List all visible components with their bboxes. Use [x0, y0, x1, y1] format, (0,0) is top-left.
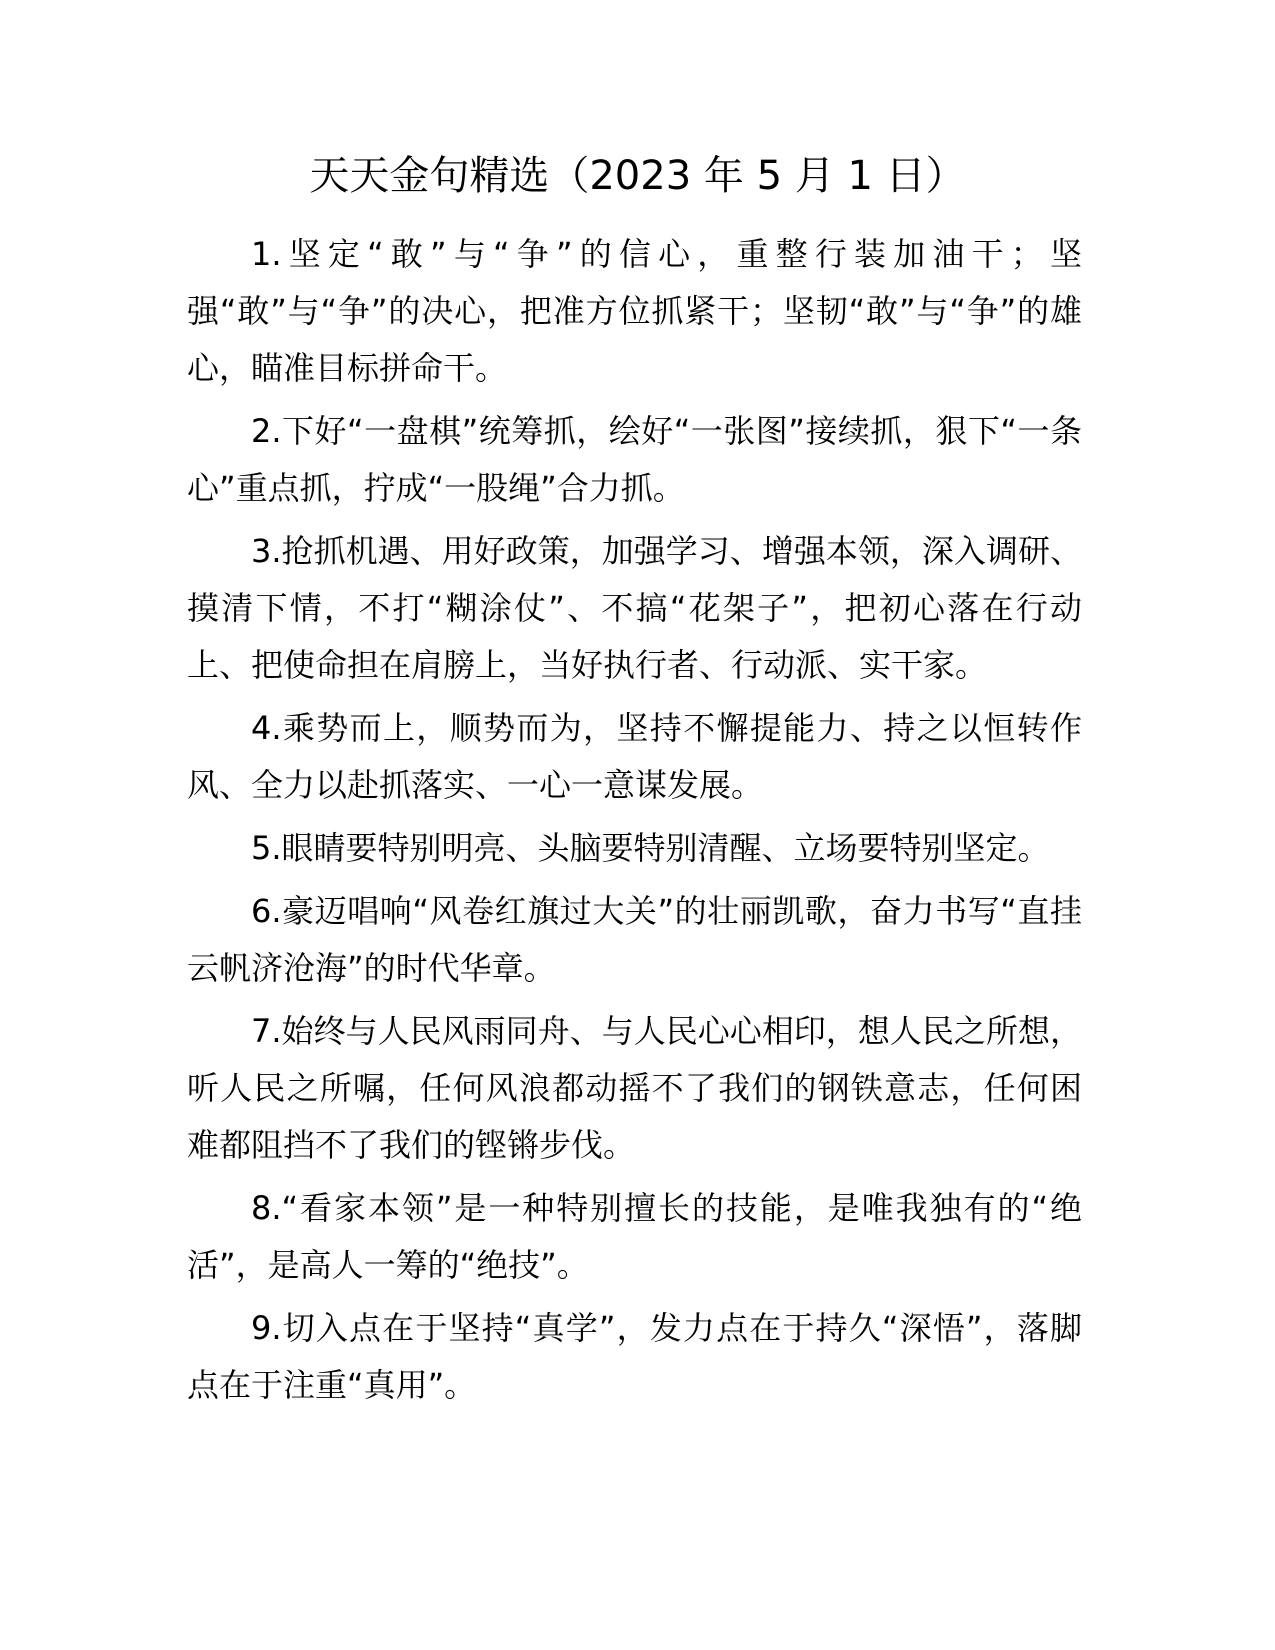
- paragraph-9: 9.切入点在于坚持“真学”，发力点在于持久“深悟”，落脚点在于注重“真用”。: [187, 1309, 1082, 1404]
- paragraph-1: 1.坚定“敢”与“争”的信心，重整行装加油干；坚强“敢”与“争”的决心，把准方位抓紧干；坚韧“敢”与“争”的雄心，瞄准目标拼命干。: [187, 235, 1082, 387]
- paragraph-8: 8.“看家本领”是一种特别擅长的技能，是唯我独有的“绝活”，是高人一筹的“绝技”。: [187, 1189, 1082, 1284]
- paragraph-7: 7.始终与人民风雨同舟、与人民心心相印，想人民之所想，听人民之所嘱，任何风浪都动摇不了我们的钢铁意志，任何困难都阻挡不了我们的铿锵步伐。: [187, 1012, 1082, 1164]
- paragraph-5: 5.眼睛要特别明亮、头脑要特别清醒、立场要特别坚定。: [251, 829, 1050, 867]
- paragraph-2: 2.下好“一盘棋”统筹抓，绘好“一张图”接续抓，狠下“一条心”重点抓，拧成“一股绳”合力抓。: [187, 412, 1082, 507]
- paragraph-4: 4.乘势而上，顺势而为，坚持不懈提能力、持之以恒转作风、全力以赴抓落实、一心一意谋发展。: [187, 709, 1082, 804]
- paragraph-3: 3.抢抓机遇、用好政策，加强学习、增强本领，深入调研、摸清下情，不打“糊涂仗”、不搞“花架子”，把初心落在行动上、把使命担在肩膀上，当好执行者、行动派、实干家。: [187, 532, 1082, 684]
- paragraph-6: 6.豪迈唱响“风卷红旗过大关”的壮丽凯歌，奋力书写“直挂云帆济沧海”的时代华章。: [187, 892, 1082, 987]
- page-title: 天天金句精选（2023 年 5 月 1 日）: [309, 153, 966, 199]
- document-body: [187, 226, 1082, 1420]
